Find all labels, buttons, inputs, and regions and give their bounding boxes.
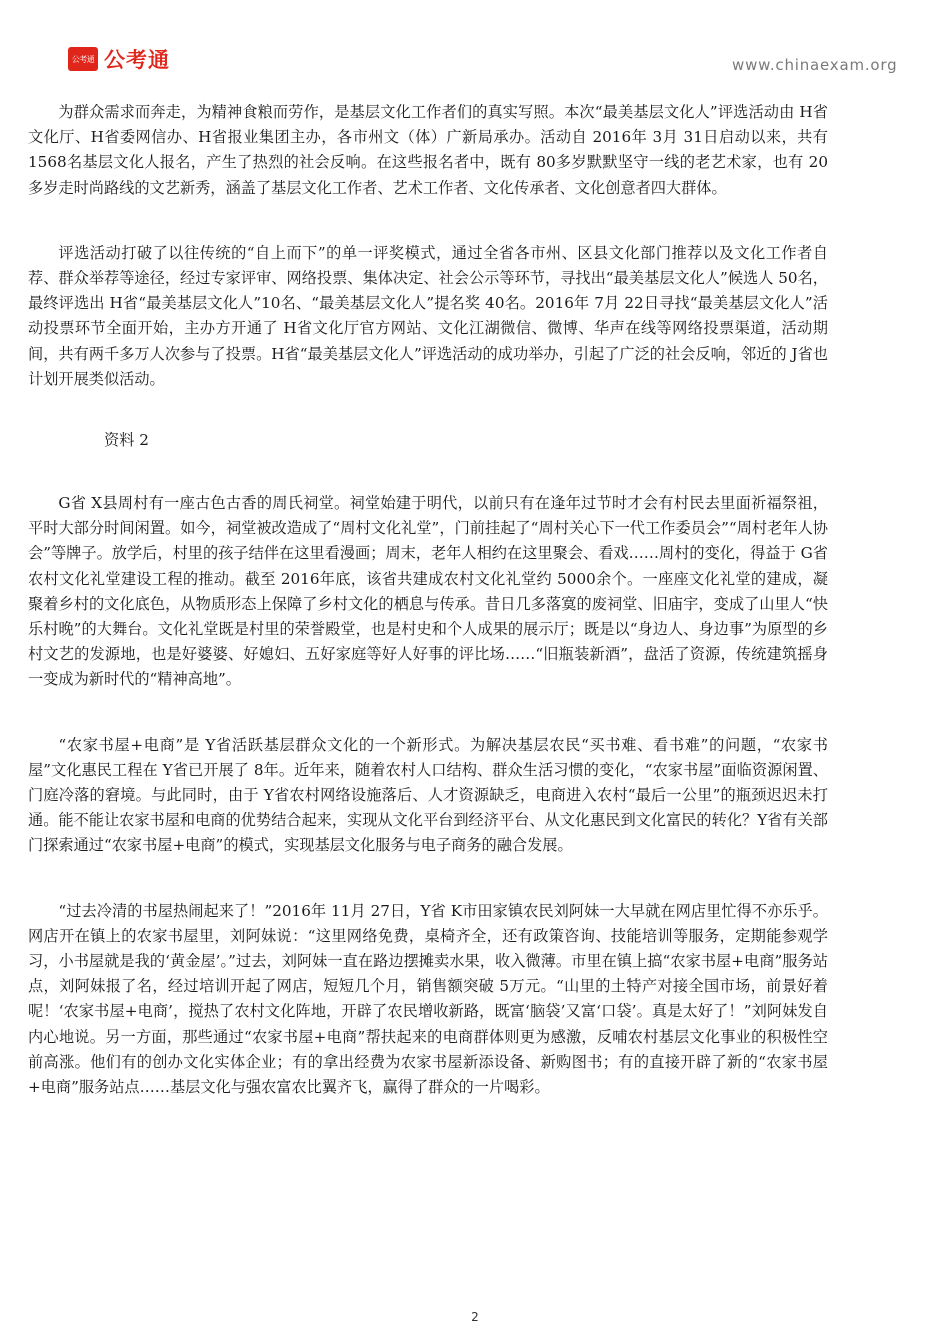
logo-text: 公考通 [104, 48, 170, 72]
site-url-link[interactable]: www.chinaexam.org [732, 56, 898, 74]
brand-logo[interactable] [68, 46, 170, 72]
paragraph-4: “农家书屋+电商”是 Y省活跃基层群众文化的一个新形式。为解决基层农民“买书难、看书难”的问题，“农家书屋”文化惠民工程在 Y省已开展了 8年。近年来，随着农村人口结构、群众生活习惯的变化，“农家书屋”面临资源闲置、门庭冷落的窘境。与此同时，由于 Y省农村网络设施落后、人才资源缺乏，电商进入农村“最后一公里”的瓶颈迟迟未打通。能不能让农家书屋和电商的优势结合起来，实现从文化平台到经济平台、从文化惠民到文化富民的转化？Y省有关部门探索通过“农家书屋+电商”的模式，实现基层文化服务与电子商务的融合发展。 [28, 735, 828, 855]
paragraph-2: 评选活动打破了以往传统的“自上而下”的单一评奖模式，通过全省各市州、区县文化部门推荐以及文化工作者自荐、群众举荐等途径，经过专家评审、网络投票、集体决定、社会公示等环节，寻找出“最美基层文化人”候选人 50名，最终评选出 H省“最美基层文化人”10名、“最美基层文化人”提名奖 40名。2016年 7月 22日寻找“最美基层文化人”活动投票环节全面开始，主办方开通了 H省文化厅官方网站、文化江湖微信、微博、华声在线等网络投票渠道，活动期间，共有两千多万人次参与了投票。H省“最美基层文化人”评选活动的成功举办，引起了广泛的社会反响，邻近的 J省也计划开展类似活动。 [28, 243, 828, 388]
page-header [0, 0, 950, 100]
page-number: 2 [471, 1310, 479, 1324]
document-body [28, 100, 828, 1100]
section-label: 资料 2 [104, 431, 149, 450]
paragraph-1: 为群众需求而奔走，为精神食粮而劳作，是基层文化工作者们的真实写照。本次“最美基层文化人”评选活动由 H省文化厅、H省委网信办、H省报业集团主办，各市州文（体）广新局承办。活动自 2016年 3月 31日启动以来，共有 1568名基层文化人报名，产生了热烈的社会反响。在这些报名者中，既有 80多岁默默坚守一线的老艺术家，也有 20多岁走时尚路线的文艺新秀，涵盖了基层文化工作者、艺术工作者、文化传承者、文化创意者四大群体。 [28, 103, 828, 197]
logo-badge-icon: 公考通 [68, 47, 98, 71]
paragraph-3: G省 X县周村有一座古色古香的周氏祠堂。祠堂始建于明代，以前只有在逢年过节时才会有村民去里面祈福祭祖，平时大部分时间闲置。如今，祠堂被改造成了“周村文化礼堂”，门前挂起了“周村关心下一代工作委员会”“周村老年人协会”等牌子。放学后，村里的孩子结伴在这里看漫画；周末，老年人相约在这里聚会、看戏……周村的变化，得益于 G省农村文化礼堂建设工程的推动。截至 2016年底，该省共建成农村文化礼堂约 5000余个。一座座文化礼堂的建成，凝聚着乡村的文化底色，从物质形态上保障了乡村文化的栖息与传承。昔日几多落寞的废祠堂、旧庙宇，变成了山里人“快乐村晚”的大舞台。文化礼堂既是村里的荣誉殿堂，也是村史和个人成果的展示厅；既是以“身边人、身边事”为原型的乡村文艺的发源地，也是好婆婆、好媳妇、五好家庭等好人好事的评比场……“旧瓶装新酒”，盘活了资源，传统建筑摇身一变成为新时代的“精神高地”。 [28, 494, 828, 689]
paragraph-5: “过去冷清的书屋热闹起来了！”2016年 11月 27日，Y省 K市田家镇农民刘阿妹一大早就在网店里忙得不亦乐乎。网店开在镇上的农家书屋里，刘阿妹说：“这里网络免费，桌椅齐全，还有政策咨询、技能培训等服务，定期能参观学习，小书屋就是我的‘黄金屋’。”过去，刘阿妹一直在路边摆摊卖水果，收入微薄。市里在镇上搞“农家书屋+电商”服务站点，刘阿妹报了名，经过培训开起了网店，短短几个月，销售额突破 5万元。“山里的土特产对接全国市场，前景好着呢！‘农家书屋+电商’，搅热了农村文化阵地，开辟了农民增收新路，既富‘脑袋’又富‘口袋’。真是太好了！”刘阿妹发自内心地说。另一方面，那些通过“农家书屋+电商”帮扶起来的电商群体则更为感激，反哺农村基层文化事业的积极性空前高涨。他们有的创办文化实体企业；有的拿出经费为农家书屋新添设备、新购图书；有的直接开辟了新的“农家书屋+电商”服务站点……基层文化与强农富农比翼齐飞，赢得了群众的一片喝彩。 [28, 901, 828, 1097]
